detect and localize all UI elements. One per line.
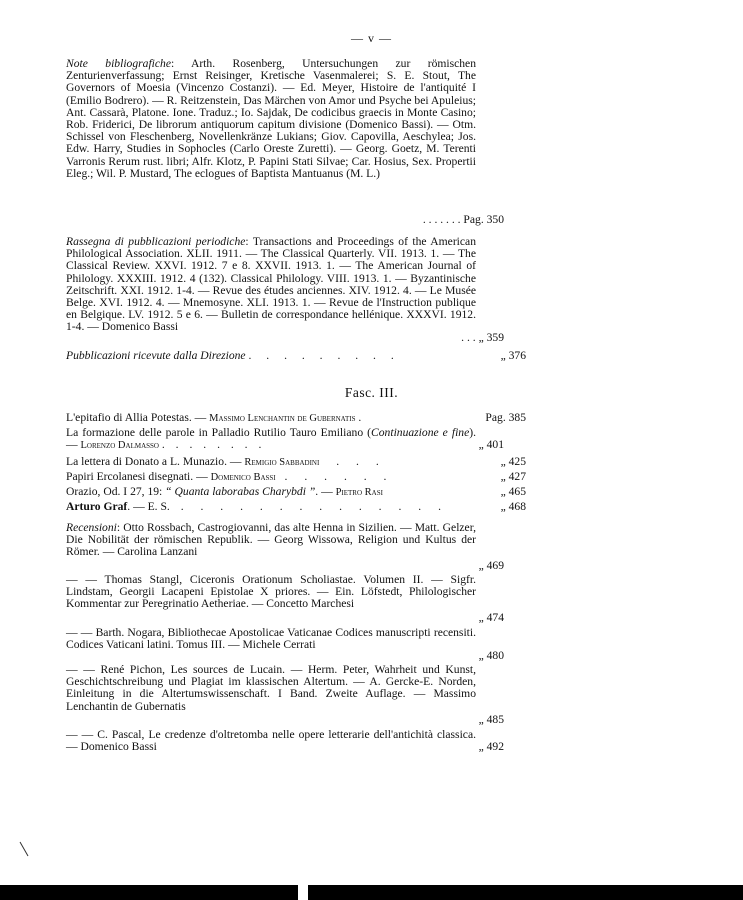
review-page: „ 480 xyxy=(478,648,504,662)
scan-mark xyxy=(18,840,32,860)
article-italic: “ Quanta laborabas Charybdi ” xyxy=(165,485,316,498)
entry-page: . . . „ 359 xyxy=(461,330,504,344)
scan-border-gap xyxy=(298,885,308,900)
review-text: Barth. Nogara, Bibliothecae Apostolicae Vaticanae Codices manuscripti recensiti. Codices Vaticani latini. Tomus III. — Michele Cerrati xyxy=(66,626,477,652)
article-item xyxy=(66,500,526,513)
article-author: Pietro Rasi xyxy=(335,487,383,498)
article-title: La formazione delle parole in Palladio Rutilio Tauro Emiliano ( xyxy=(66,426,372,439)
article-dots: . xyxy=(355,411,362,424)
review-text: : Otto Rossbach, Castrogiovanni, das alte Henna in Sizilien. — Matt. Gelzer, Die Nobilität der römischen Republik. — Georg Wissowa, Religion und Kultus der Römer. — Carolina Lanzani xyxy=(66,521,476,559)
review-label: Recensioni xyxy=(66,521,117,534)
review-text: René Pichon, Les sources de Lucain. — Herm. Peter, Wahrheit und Kunst, Geschichtschreibung und Plagiat im klassischen Altertum. — A. Gercke-E. Norden, Einleitung in die Altertumswissenschaft. I Band. Zweite Auflage. — Massimo Lenchantin de Gubernatis xyxy=(66,663,476,713)
article-page: „ 468 xyxy=(500,500,526,513)
review-page: „ 474 xyxy=(478,610,504,624)
article-item xyxy=(66,470,526,484)
article-page: „ 401 xyxy=(478,437,504,451)
article-page: „ 425 xyxy=(500,455,526,468)
review-item xyxy=(66,728,504,754)
article-title: Papiri Ercolanesi disegnati. — xyxy=(66,470,211,483)
entry-dots: . . . . . . . . . xyxy=(248,349,400,362)
article-page: Pag. 385 xyxy=(485,411,526,424)
section-heading: Fasc. III. xyxy=(344,385,399,400)
article-title: Orazio, Od. I 27, 19: xyxy=(66,485,166,498)
article-title: La lettera di Donato a L. Munazio. — xyxy=(66,455,245,468)
entry-rassegna xyxy=(66,235,504,344)
article-italic: Continuazione e fine xyxy=(371,426,470,439)
review-item xyxy=(66,521,504,572)
review-page: „ 485 xyxy=(478,712,504,726)
review-item xyxy=(66,573,504,624)
article-author: Remigio Sabbadini xyxy=(244,457,320,468)
article-page: „ 465 xyxy=(500,485,526,498)
review-label: — — xyxy=(66,573,97,586)
review-label: — — xyxy=(66,663,95,676)
article-item xyxy=(66,426,504,452)
article-title: L'epitafio di Allia Potestas. — xyxy=(66,411,210,424)
article-dots: . . . . . . xyxy=(284,470,394,483)
article-title: . — E. S. xyxy=(127,500,170,513)
article-item xyxy=(66,485,526,499)
entry-label: Pubblicazioni ricevute dalla Direzione xyxy=(66,349,246,362)
entry-text: : Arth. Rosenberg, Untersuchungen zur römischen Zenturienverfassung; Ernst Reisinger, Kretische Vasenmalerei; S. E. Stout, The Governors of Moesia (Vincenzo Costanzi). — Ed. Meyer, Histoire de l'antiquité I (Emilio Bodrero). — R. Reitzenstein, Das Märchen von Amor und Psyche bei Apuleius; Ant. Cassarà, Platone. Ione. Traduz.; Io. Sajdak, De codicibus graecis in Monte Casino; Rob. Friderici, De librorum antiquorum capitum divisione (Domenico Bassi). — Otm. Schissel von Fleschenberg, Novellenkränze Lukians; Giov. Capovilla, Aeschylea; Jos. Edw. Harry, Studies in Sophocles (Carlo Oreste Zuretti). — Georg. Goetz, M. Terenti Varronis Rerum rust. libri; Alfr. Klotz, P. Papini Stati Silvae; Car. Hosius, Sex. Propertii Eleg.; Wil. P. Mustard, The eclogues of Baptista Mantuanus (M. L.) xyxy=(66,57,476,180)
review-label: — — xyxy=(66,728,94,741)
page-header: — v — xyxy=(351,31,392,45)
article-author: Lorenzo Dalmasso xyxy=(80,440,159,452)
scan-border-bottom xyxy=(0,885,743,900)
entry-label: Rassegna di pubblicazioni periodiche xyxy=(66,235,246,248)
entry-label: Note bibliografiche xyxy=(66,57,171,70)
article-dots: . . . . . . . . . . . . . . xyxy=(180,500,448,513)
entry-pubblicazioni xyxy=(66,349,526,362)
article-title-cont: . — xyxy=(315,485,336,498)
entry-page: „ 376 xyxy=(500,349,526,362)
article-item xyxy=(66,455,526,469)
article-dots: . . . . . . . . xyxy=(161,438,266,452)
review-page: „ 492 xyxy=(478,739,504,753)
article-author: Massimo Lenchantin de Gubernatis xyxy=(209,413,356,424)
review-text: C. Pascal, Le credenze d'oltretomba nelle opere letterarie dell'antichità classica. — Domenico Bassi xyxy=(66,728,476,754)
article-title-cont: ). — xyxy=(66,426,476,452)
review-item xyxy=(66,626,504,662)
article-title-bold: Arturo Graf xyxy=(66,500,128,513)
article-author: Domenico Bassi xyxy=(210,472,276,483)
review-label: — — xyxy=(66,626,93,639)
article-page: „ 427 xyxy=(500,470,526,483)
article-dots: . . . xyxy=(336,455,386,468)
entry-text: : Transactions and Proceedings of the American Philological Association. XLII. 1911. — The Classical Quarterly. VII. 1913. 1. — The Classical Review. XXVI. 1912. 7 e 8. XXVII. 1913. 1. — The American Journal of Philology. XXXIII. 1912. 4 (132). Classical Philology. VIII. 1913. 1. — Byzantinische Zeitschrift. XXI. 1912. 1-4. — Revue des études anciennes. XIV. 1912. 4. — Le Musée Belge. XVI. 1912. 4. — Mnemosyne. XLI. 1913. 1. — Revue de l'Instruction publique en Belgique. LV. 1912. 5 e 6. — Bulletin de correspondance hellénique. XXXVI. 1912. 1-4. — Domenico Bassi xyxy=(66,235,476,334)
review-page: „ 469 xyxy=(478,558,504,572)
review-text: Thomas Stangl, Ciceronis Orationum Scholiastae. Volumen II. — Sigfr. Lindstam, Georgii Lacapeni Epistolae X priores. — Ein. Löfstedt, Philologischer Kommentar zur Peregrinatio Aetheriae. — Concetto Marchesi xyxy=(66,573,476,611)
entry-page: . . . . . . . Pag. 350 xyxy=(422,212,504,226)
review-item xyxy=(66,663,504,726)
article-item xyxy=(66,411,526,425)
entry-note-bibliografiche xyxy=(66,57,504,226)
